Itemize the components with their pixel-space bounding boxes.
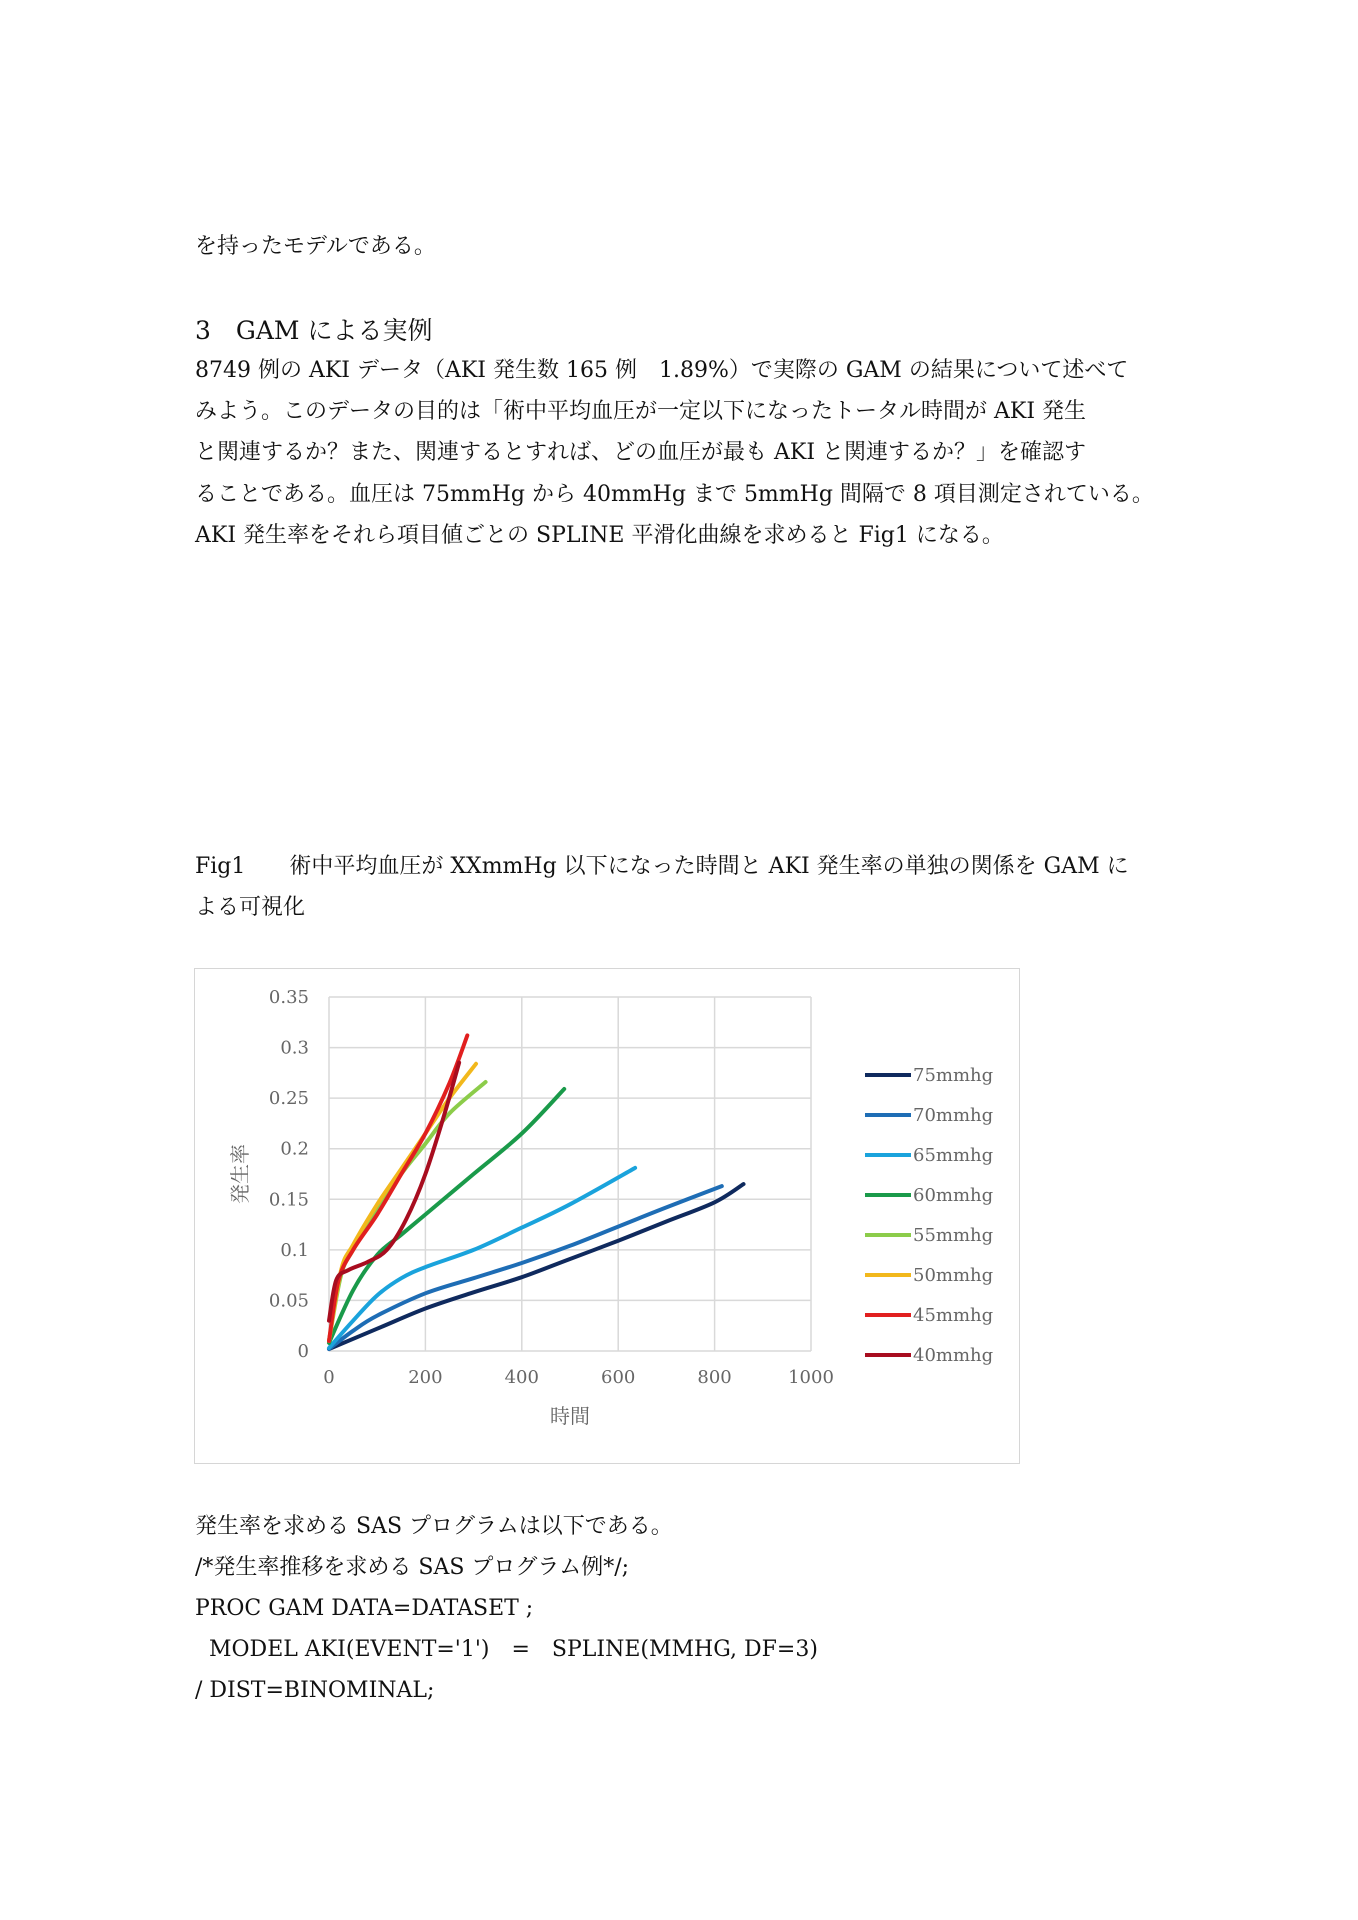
paragraph-line-5: AKI 発生率をそれら項目値ごとの SPLINE 平滑化曲線を求めると Fig1 になる。 xyxy=(195,523,1004,548)
paragraph-line-1: 8749 例の AKI データ（AKI 発生数 165 例 1.89%）で実際の GAM の結果について述べて xyxy=(195,358,1129,383)
y-tick-label: 0.2 xyxy=(280,1138,309,1160)
y-tick-label: 0.25 xyxy=(268,1088,309,1110)
legend-label-40mmhg: 40mmhg xyxy=(913,1345,994,1366)
figure-caption-line-2: よる可視化 xyxy=(195,895,306,920)
x-tick-label: 600 xyxy=(601,1367,636,1388)
code-line-3: MODEL AKI(EVENT='1') = SPLINE(MMHG, DF=3) xyxy=(195,1637,818,1662)
series-line-75mmhg xyxy=(329,1184,744,1349)
legend-label-70mmhg: 70mmhg xyxy=(913,1105,994,1126)
y-tick-label: 0.35 xyxy=(268,987,309,1008)
legend-label-65mmhg: 65mmhg xyxy=(913,1145,994,1166)
y-tick-label: 0.1 xyxy=(280,1239,309,1261)
chart-svg xyxy=(195,969,1021,1465)
y-tick-label: 0.3 xyxy=(280,1037,309,1059)
y-tick-label: 0 xyxy=(297,1341,309,1362)
legend-label-60mmhg: 60mmhg xyxy=(913,1185,994,1206)
series-line-60mmhg xyxy=(329,1089,564,1343)
paragraph-line-4: ることである。血圧は 75mmHg から 40mmHg まで 5mmHg 間隔で 8 項目測定されている。 xyxy=(195,482,1154,507)
y-tick-label: 0.05 xyxy=(268,1290,309,1312)
x-axis-title: 時間 xyxy=(550,1404,590,1428)
text-line: 発生率を求める SAS プログラムは以下である。 xyxy=(195,1514,673,1539)
code-line-1: /*発生率推移を求める SAS プログラム例*/; xyxy=(195,1555,630,1580)
legend-label-75mmhg: 75mmhg xyxy=(913,1065,994,1086)
code-line-2: PROC GAM DATA=DATASET ; xyxy=(195,1596,534,1621)
paragraph-line-3: と関連するか？また、関連するとすれば、どの血圧が最も AKI と関連するか？」を確認す xyxy=(195,440,1087,465)
legend-label-55mmhg: 55mmhg xyxy=(913,1225,994,1246)
code-line-4: / DIST=BINOMINAL; xyxy=(195,1678,435,1703)
figure-chart xyxy=(194,968,1020,1464)
text-line: を持ったモデルである。 xyxy=(195,234,436,259)
legend-label-45mmhg: 45mmhg xyxy=(913,1305,994,1326)
paragraph-line-2: みよう。このデータの目的は「術中平均血圧が一定以下になったトータル時間が AKI 発生 xyxy=(195,399,1087,424)
x-tick-label: 0 xyxy=(323,1367,335,1388)
x-tick-label: 1000 xyxy=(788,1367,834,1388)
x-tick-label: 800 xyxy=(697,1367,732,1388)
figure-caption-line-1: Fig1 術中平均血圧が XXmmHg 以下になった時間と AKI 発生率の単独の関係を GAM に xyxy=(195,854,1129,879)
section-heading: 3 GAM による実例 xyxy=(195,316,433,345)
y-axis-title: 発生率 xyxy=(228,1144,252,1204)
x-tick-label: 400 xyxy=(504,1367,539,1388)
y-tick-label: 0.15 xyxy=(268,1189,309,1211)
legend-label-50mmhg: 50mmhg xyxy=(913,1265,994,1286)
x-tick-label: 200 xyxy=(408,1367,443,1388)
